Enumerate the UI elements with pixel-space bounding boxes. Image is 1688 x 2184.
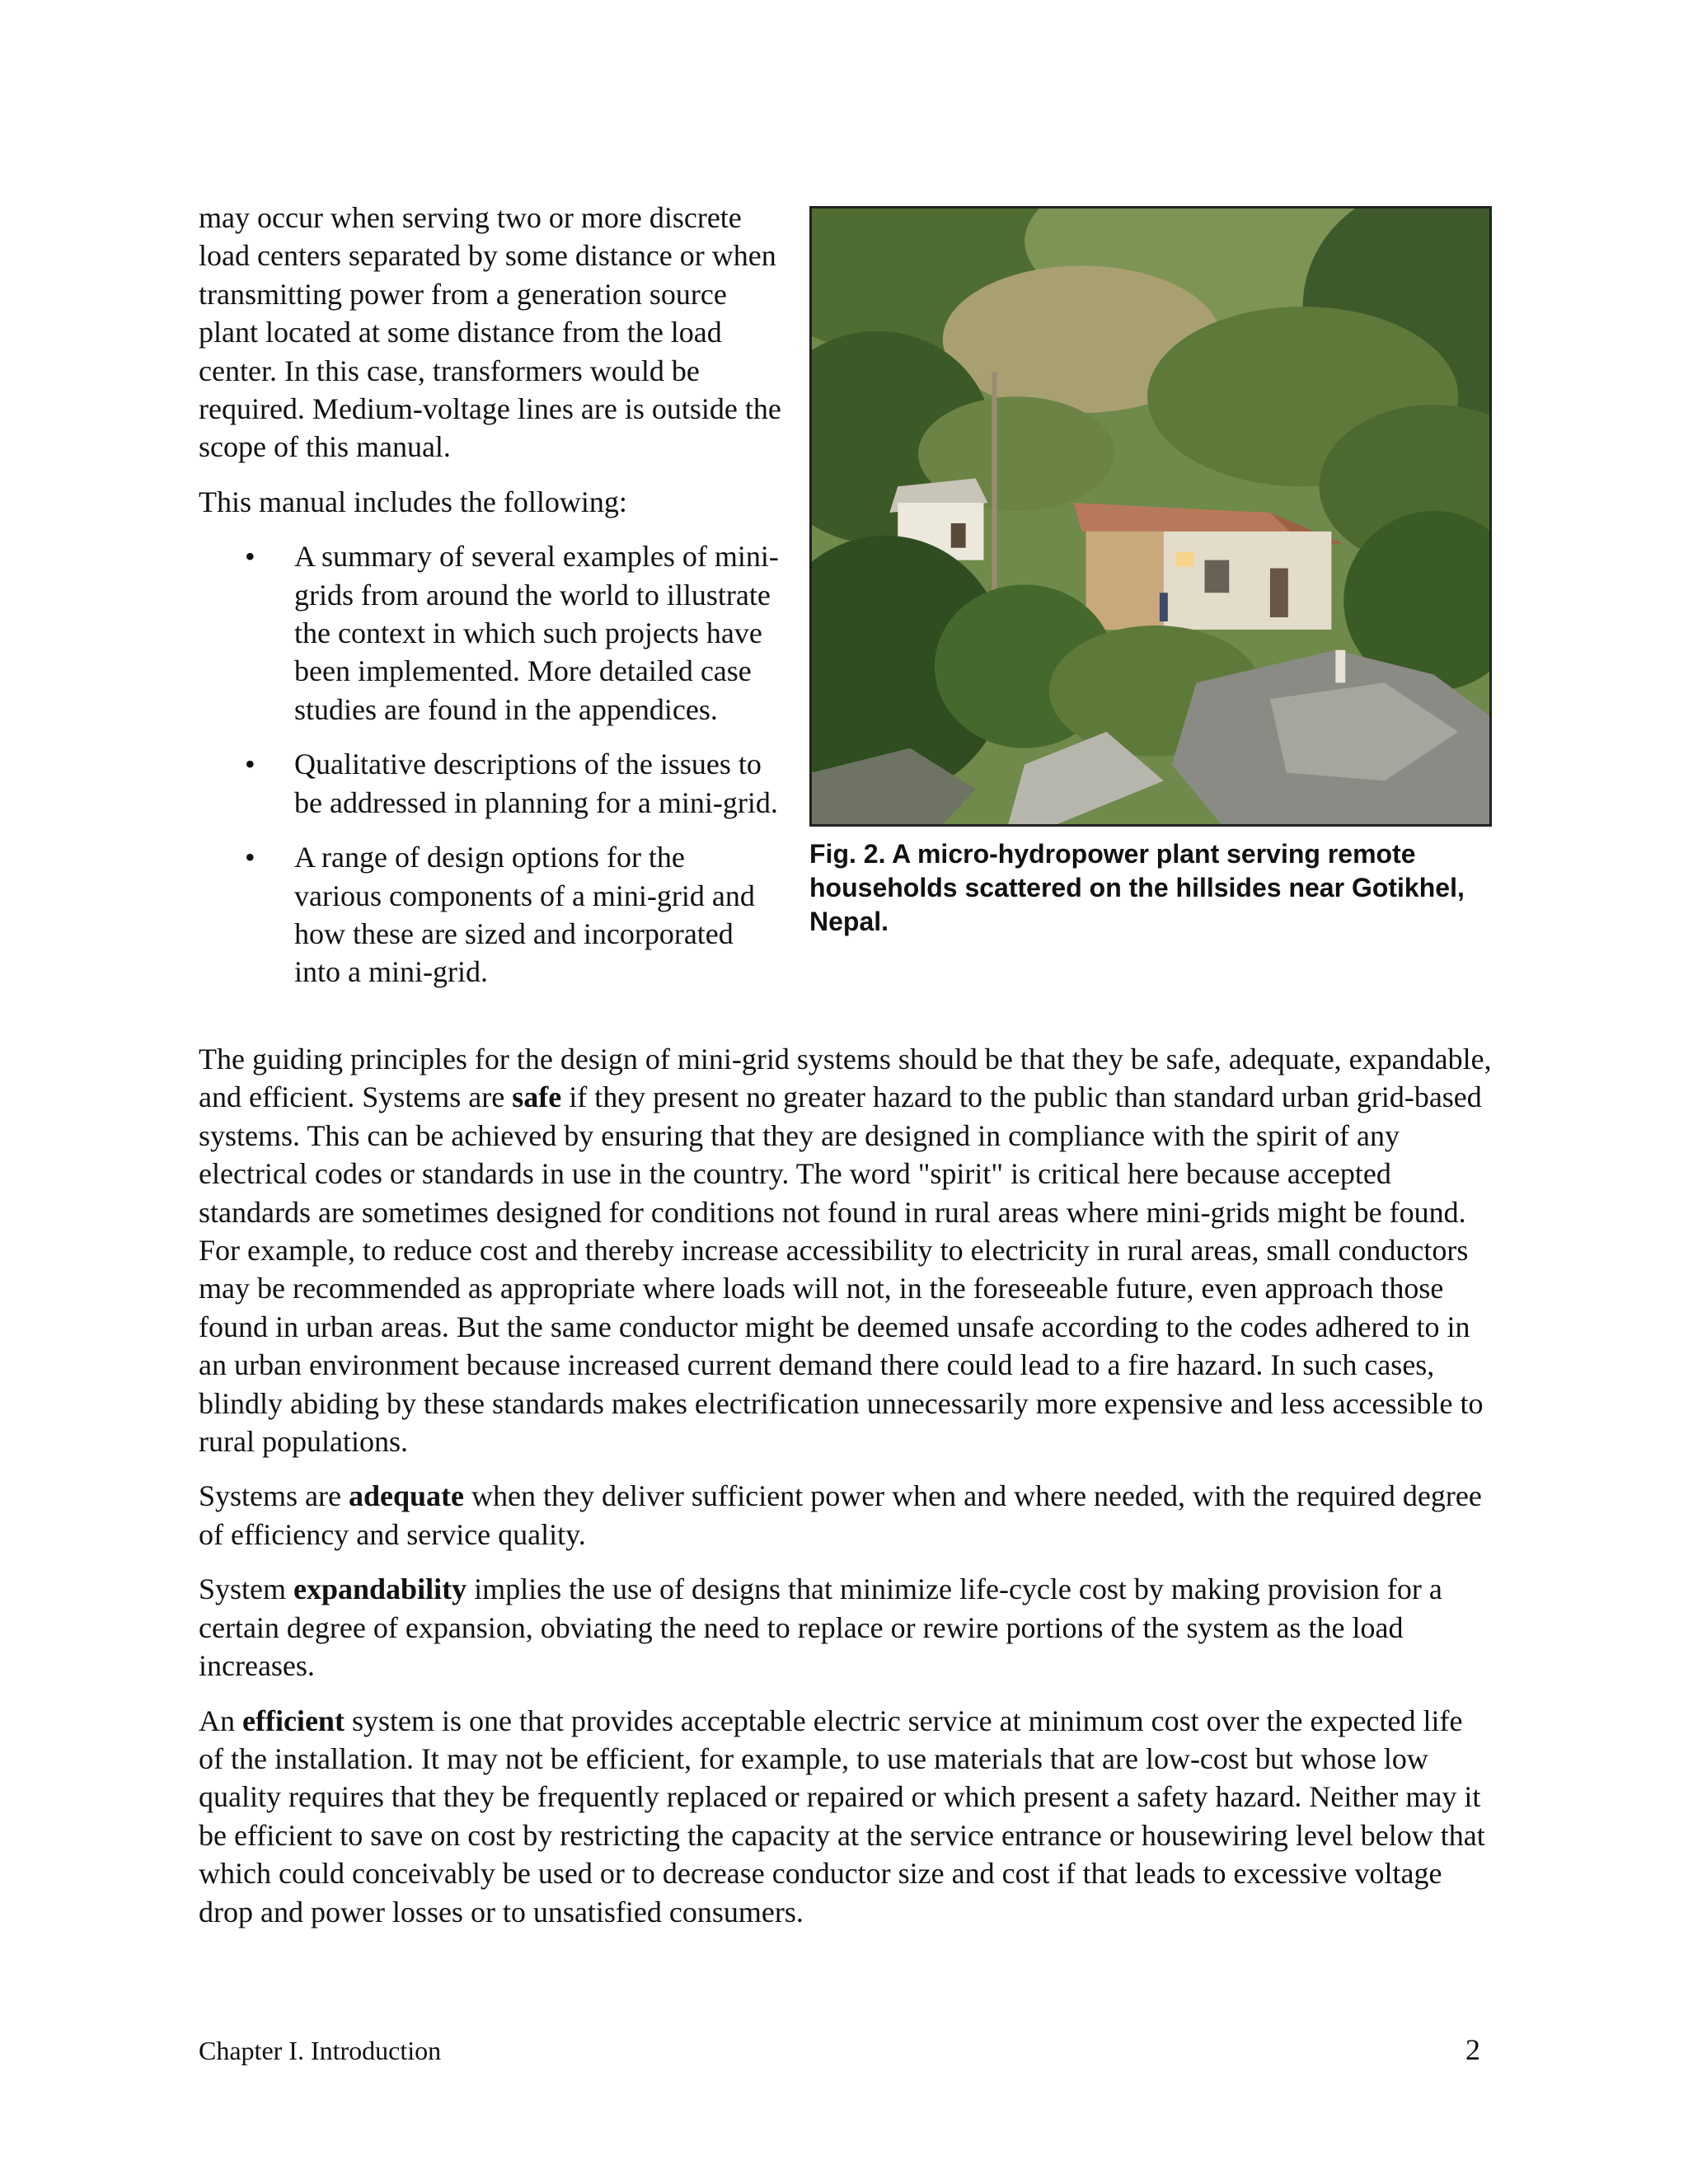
- efficient-paragraph: [199, 1702, 1493, 1931]
- list-item: [199, 537, 792, 729]
- main-text: [199, 1040, 1493, 1947]
- intro-paragraph: may occur when serving two or more discrete load centers separated by some distance or when transmitting power from a generation source plant located at some distance from the load center. In this case, transformers would be required. Medium-voltage lines are is outside the scope of this manual.: [199, 201, 781, 464]
- text-run: system is one that provides acceptable electric service at minimum cost over the expected life of the installation. It may not be efficient, for example, to use materials that are low-cost but whose low quality requires that they be frequently replaced or repaired or which present a safety hazard. Neither may it be efficient to save on cost by restricting the capacity at the service entrance or housewiring level below that which could conceivably be used or to decrease conductor size and cost if that leads to excessive voltage drop and power losses or to unsatisfied consumers.: [199, 1704, 1485, 1929]
- emphasis-term: efficient: [242, 1704, 345, 1737]
- text-run: The guiding principles for the design of mini-grid systems should be that they be safe, adequate, expandable, and efficient. Systems are: [199, 1043, 1492, 1114]
- page-number: 2: [1465, 2033, 1480, 2066]
- list-item-text: A summary of several examples of mini-grids from around the world to illustrate the context in which such projects have been implemented. More detailed case studies are found in the appendices.: [294, 540, 779, 726]
- text-run: An: [199, 1704, 242, 1737]
- list-item-text: A range of design options for the various components of a mini-grid and how these are sized and incorporated into a mini-grid.: [294, 841, 755, 989]
- text-run: if they present no greater hazard to the public than standard urban grid-based systems. This can be achieved by ensuring that they are designed in compliance with the spirit of any electrical codes or standards in use in the country. The word "spirit" is critical here because accepted standards are sometimes designed for conditions not found in rural areas where mini-grids might be found. For example, to reduce cost and thereby increase accessibility to electricity in rural areas, small conductors may be recommended as appropriate where loads will not, in the foreseeable future, even approach those found in urban areas. But the same conductor might be deemed unsafe according to the codes adhered to in an urban environment because increased current demand there could lead to a fire hazard. In such cases, blindly abiding by these standards makes electrification unnecessarily more expensive and less accessible to rural populations.: [199, 1080, 1484, 1459]
- contents-list: [199, 537, 792, 991]
- list-item-text: Qualitative descriptions of the issues to be addressed in planning for a mini-grid.: [294, 748, 778, 819]
- bullet-icon: •: [245, 540, 256, 574]
- adequate-paragraph: [199, 1477, 1493, 1554]
- emphasis-term: safe: [512, 1080, 562, 1114]
- text-run: implies the use of designs that minimize life-cycle cost by making provision for a certain degree of expansion, obviating the need to replace or rewire portions of the system as the load increases.: [199, 1572, 1442, 1683]
- emphasis-term: adequate: [348, 1479, 464, 1513]
- hillside-photo-illustration: [812, 209, 1489, 824]
- text-run: Systems are: [199, 1479, 349, 1513]
- list-item: [199, 745, 792, 822]
- figure-photo: [809, 206, 1492, 827]
- expandability-paragraph: [199, 1570, 1493, 1685]
- top-text-column: [199, 199, 792, 1008]
- text-run: when they deliver sufficient power when and where needed, with the required degree of efficiency and service quality.: [199, 1479, 1482, 1551]
- figure-caption: Fig. 2. A micro-hydropower plant serving remote households scattered on the hillsides near Gotikhel, Nepal.: [809, 839, 1465, 936]
- footer-chapter: Chapter I. Introduction: [199, 2036, 442, 2065]
- list-intro: This manual includes the following:: [199, 485, 627, 518]
- principles-paragraph: [199, 1040, 1493, 1460]
- bullet-icon: •: [245, 841, 256, 874]
- list-item: [199, 838, 792, 991]
- bullet-icon: •: [245, 748, 256, 781]
- text-run: System: [199, 1572, 294, 1606]
- emphasis-term: expandability: [293, 1572, 467, 1606]
